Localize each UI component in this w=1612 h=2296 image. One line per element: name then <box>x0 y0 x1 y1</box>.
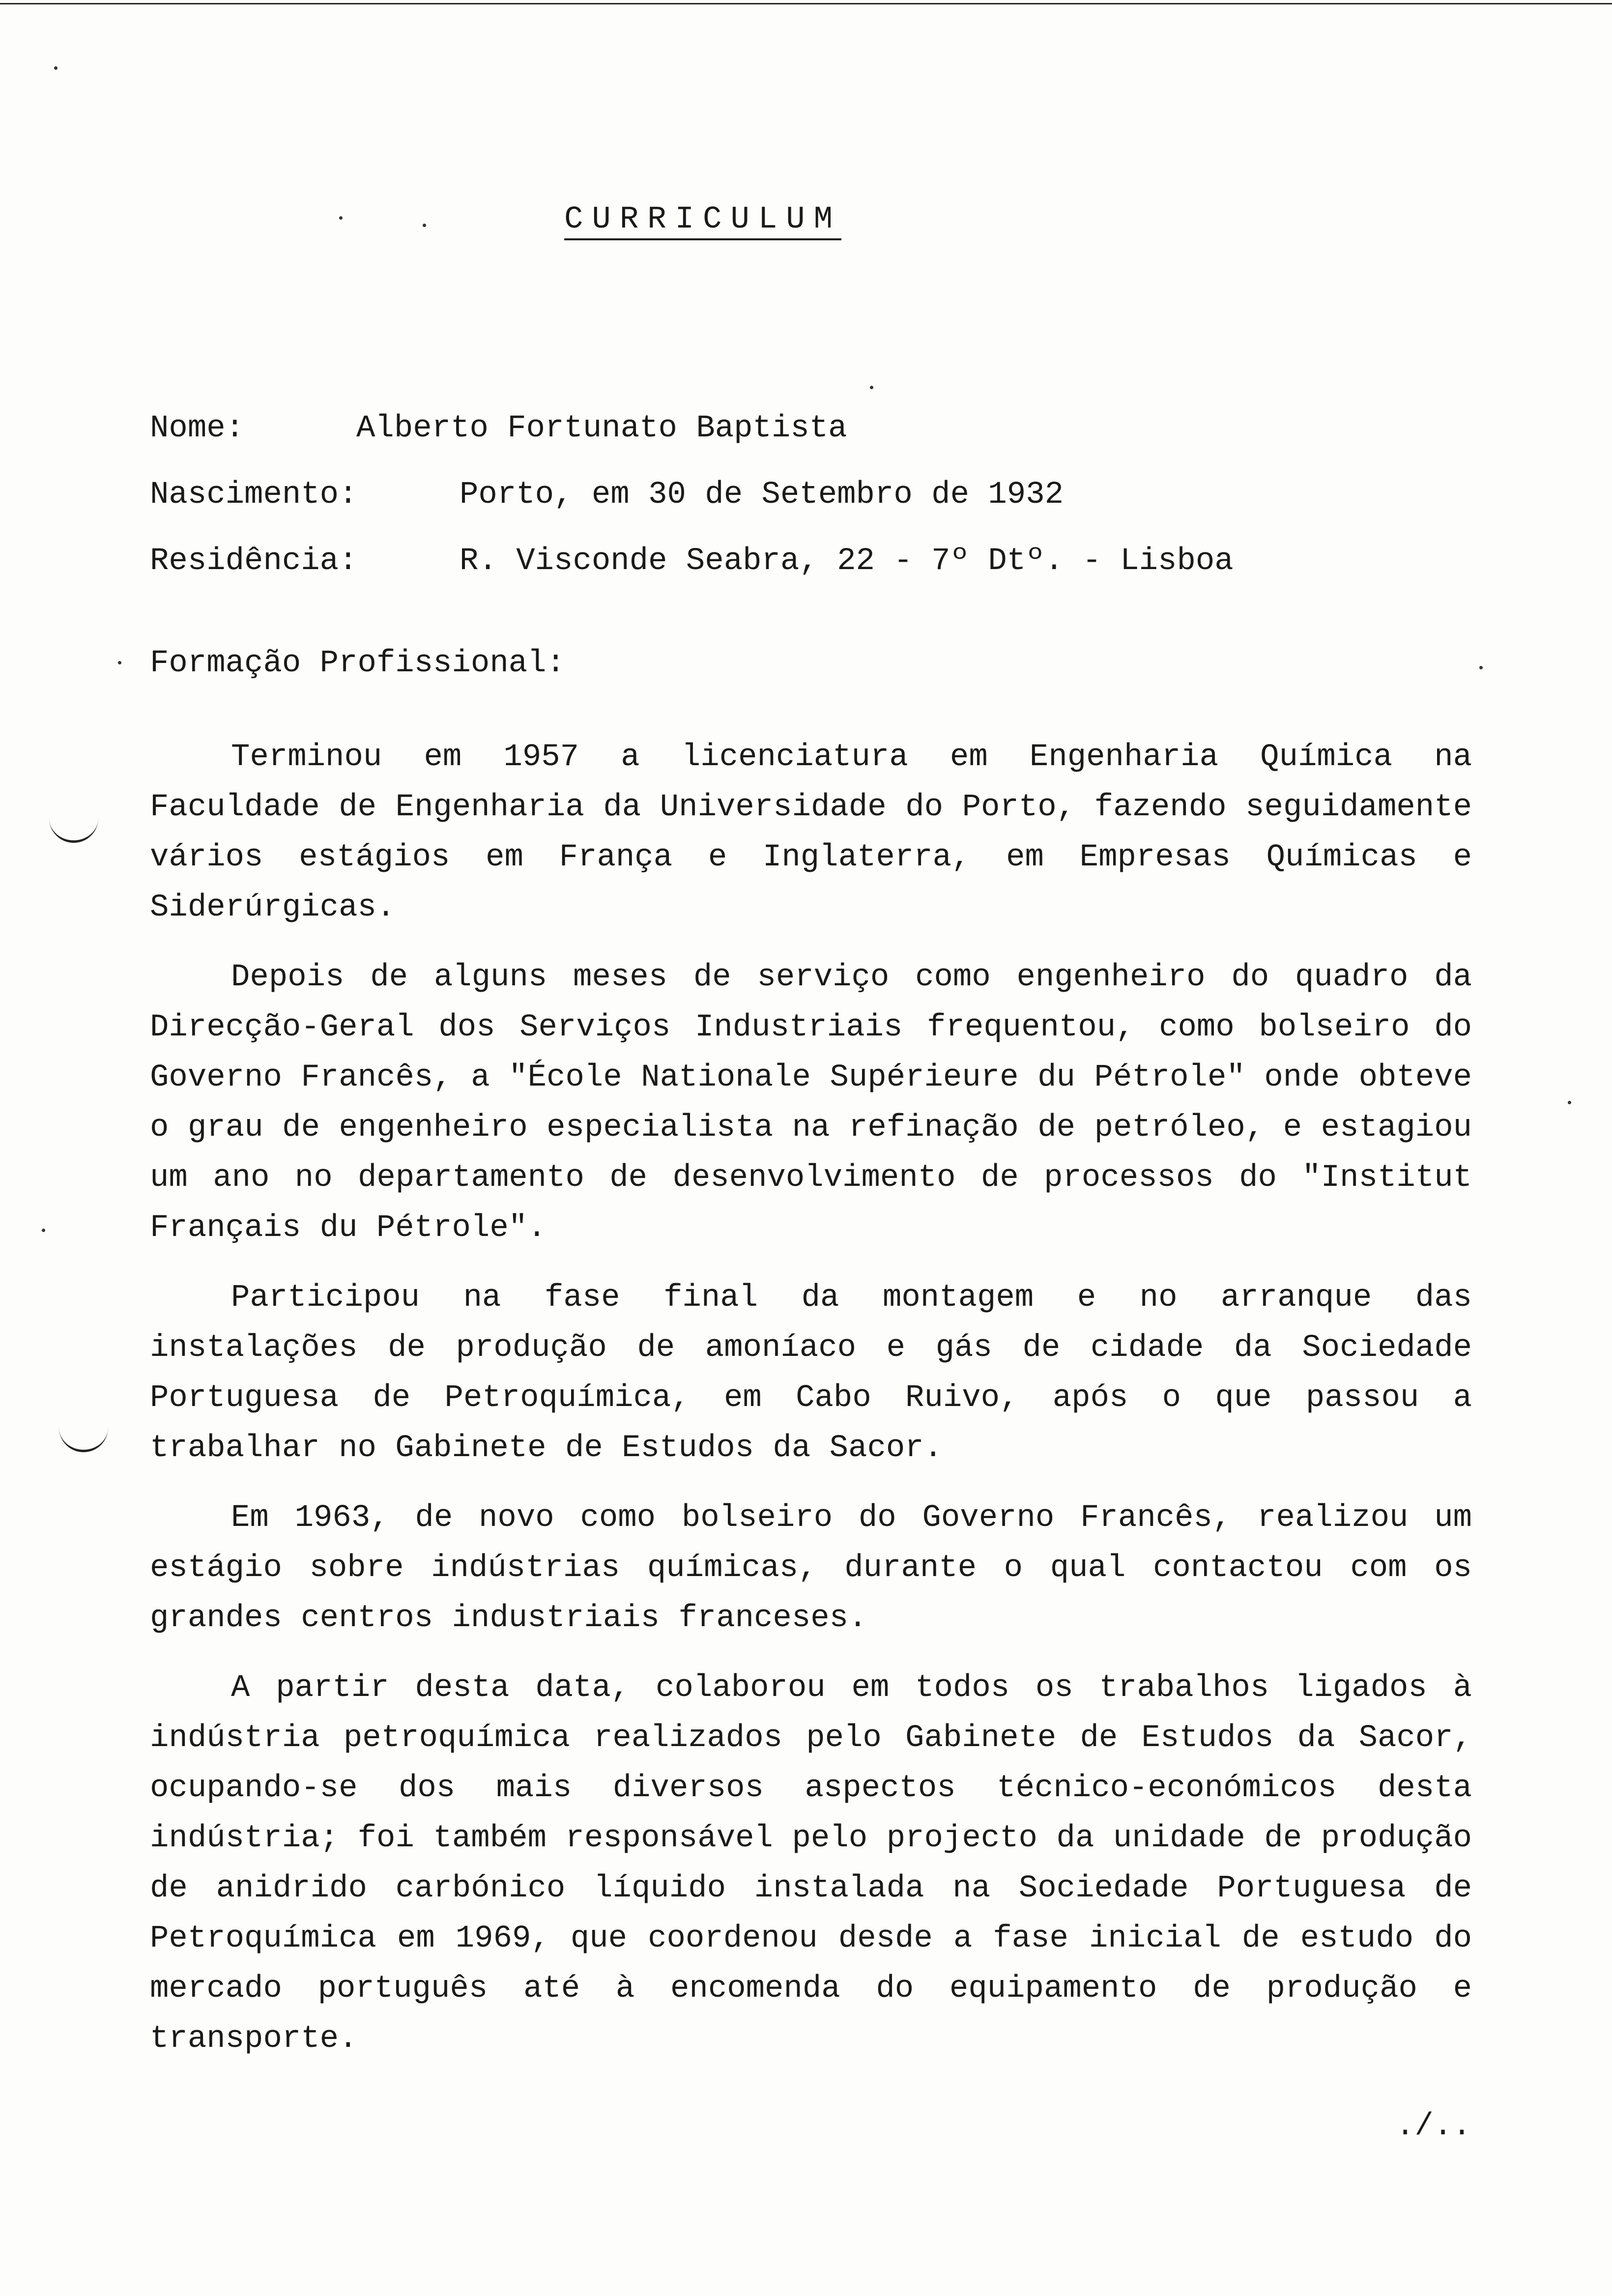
paper-speck <box>1479 666 1483 669</box>
paragraph-4: Em 1963, de novo como bolseiro do Governo Francês, realizou um estágio sobre indústrias químicas, durante o qual contactou com os grandes centros industriais franceses. <box>150 1500 1472 1636</box>
nome-label: Nome: <box>150 411 245 446</box>
paragraph-1: Terminou em 1957 a licenciatura em Engenharia Química na Faculdade de Engenharia da Universidade do Porto, fazendo seguidamente vários estágios em França e Inglaterra, em Empresas Químicas e Siderúrgicas. <box>150 740 1472 925</box>
paper-speck <box>42 1229 45 1232</box>
top-edge-rule <box>0 3 1612 4</box>
nascimento-value: Porto, em 30 de Setembro de 1932 <box>460 477 1064 513</box>
paper-speck <box>423 224 426 227</box>
field-nascimento <box>150 479 1064 511</box>
residencia-value: R. Visconde Seabra, 22 - 7º Dtº. - Lisboa <box>460 544 1234 579</box>
section-heading-formacao: Formação Profissional: <box>150 646 565 681</box>
body-text <box>150 732 1472 2084</box>
field-residencia <box>150 545 1234 577</box>
paragraph-5: A partir desta data, colaborou em todos os trabalhos ligados à indústria petroquímica realizados pelo Gabinete de Estudos da Sacor, ocupando-se dos mais diversos aspectos técnico-económicos desta indústria; foi também responsável pelo projecto da unidade de produção de anidrido carbónico líquido instalada na Sociedade Portuguesa de Petroquímica em 1969, que coordenou desde a fase inicial de estudo do mercado português até à encomenda do equipamento de produção e transporte. <box>150 1670 1472 2057</box>
punch-hole-mark-lower <box>59 1425 108 1452</box>
residencia-label: Residência: <box>150 544 358 579</box>
paragraph-2: Depois de alguns meses de serviço como engenheiro do quadro da Direcção-Geral dos Serviços Industriais frequentou, como bolseiro do Governo Francês, a "École Nationale Supérieure du Pétrole" onde obteve o grau de engenheiro especialista na refinação de petróleo, e estagiou um ano no departamento de desenvolvimento de processos do "Institut Français du Pétrole". <box>150 960 1472 1246</box>
nascimento-label: Nascimento: <box>150 477 358 513</box>
punch-hole-mark-upper <box>49 816 98 843</box>
paper-speck <box>118 661 121 664</box>
continuation-mark: ./.. <box>1396 2109 1471 2144</box>
nome-value: Alberto Fortunato Baptista <box>356 411 847 446</box>
paper-speck <box>1568 1101 1571 1104</box>
paper-speck <box>54 66 58 70</box>
paper-speck <box>870 386 873 389</box>
paragraph-3: Participou na fase final da montagem e no arranque das instalações de produção de amoníaco e gás de cidade da Sociedade Portuguesa de Petroquímica, em Cabo Ruivo, após o que passou a trabalhar no Gabinete de Estudos da Sacor. <box>150 1280 1472 1466</box>
paper-speck <box>339 216 343 220</box>
field-nome <box>150 413 847 444</box>
document-title: CURRICULUM <box>564 204 841 240</box>
